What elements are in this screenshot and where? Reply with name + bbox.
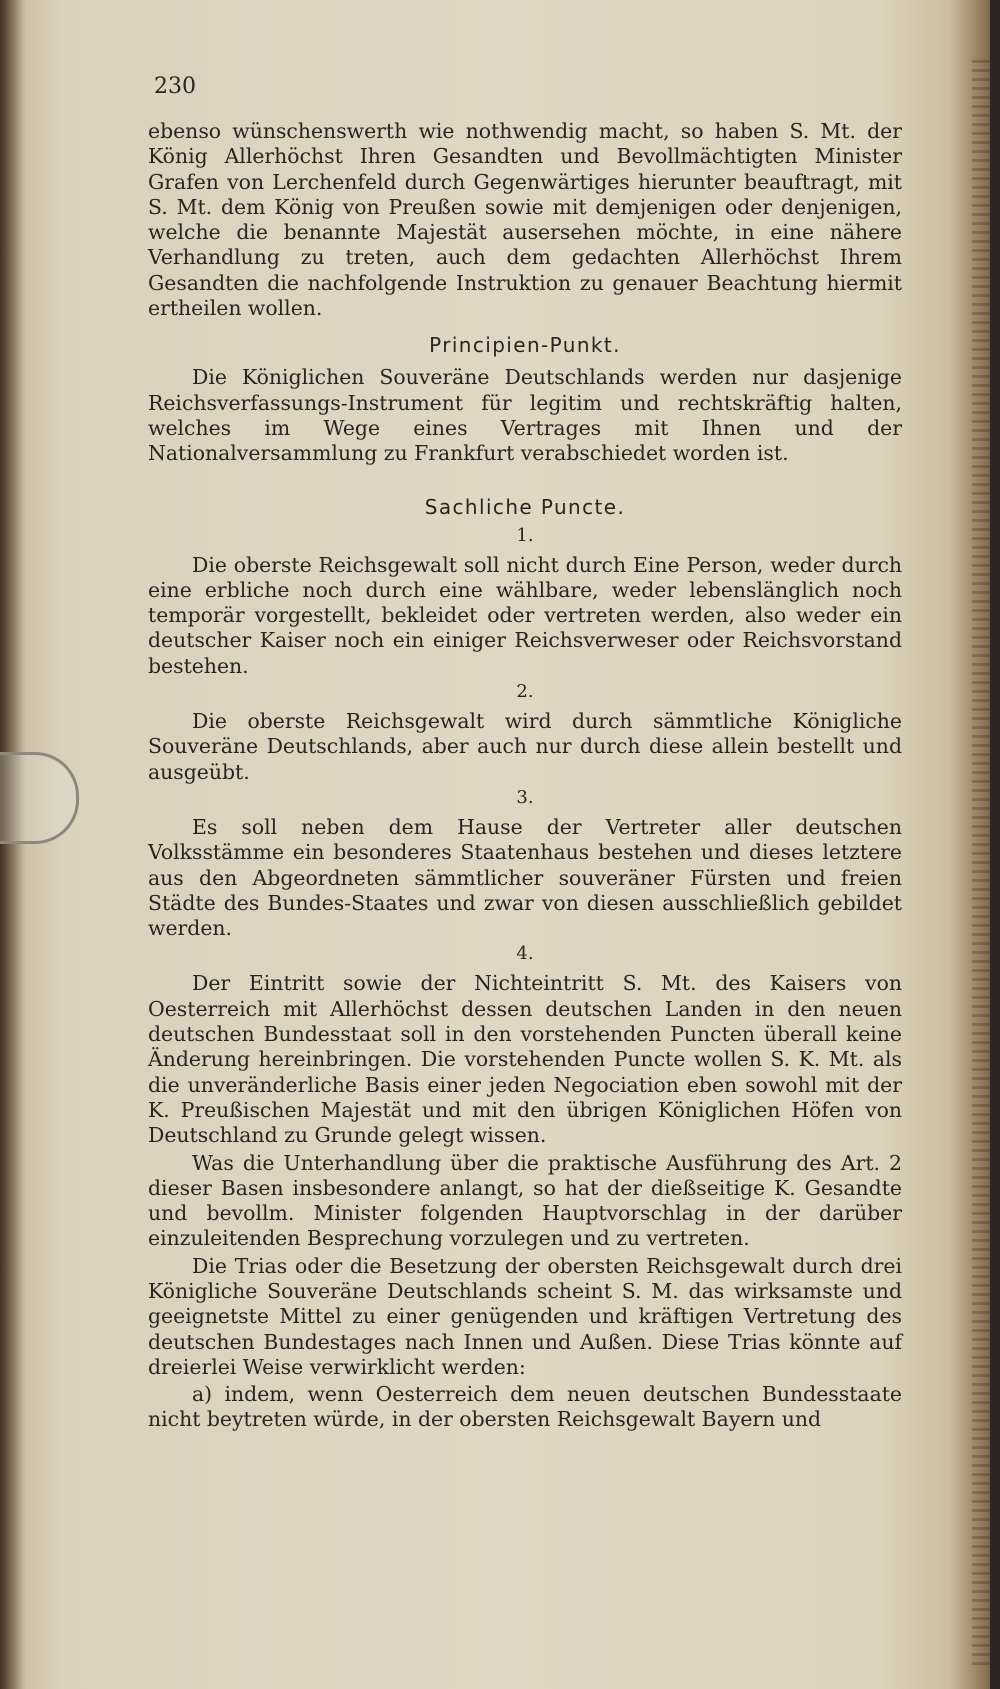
paragraph-point-3: Es soll neben dem Hause der Vertreter aller deutschen Volksstämme ein besonderes Staatenhaus bestehen und dieses letztere aus den Abgeordneten sämmtlicher souveräner Fürsten und freien Städte des Bundes-Staates und zwar von diesen ausschließlich gebildet werden.	[148, 814, 902, 941]
point-number-2: 2.	[516, 681, 534, 703]
point-number-3: 3.	[516, 786, 534, 808]
heading-principle: Principien-Punkt.	[429, 333, 621, 358]
paragraph-point-2: Die oberste Reichsgewalt wird durch sämmtliche Königliche Souveräne Deutschlands, aber auch nur durch diese allein bestellt und ausgeübt.	[148, 709, 902, 784]
paragraph-option-a: a) indem, wenn Oesterreich dem neuen deutschen Bundesstaate nicht beytreten würde, in der obersten Reichsgewalt Bayern und	[148, 1382, 902, 1432]
paragraph-point-4: Der Eintritt sowie der Nichteintritt S. Mt. des Kaisers von Oesterreich mit Allerhöchst dessen deutschen Landen in den neuen deutschen Bundesstaat soll in den vorstehenden Puncten überall keine Änderung hereinbringen. Die vorstehenden Puncte wollen S. K. Mt. als die unveränderliche Basis einer jeden Negociation eben sowohl mit der K. Preußischen Majestät und mit den übrigen Königlichen Höfen von Deutschland zu Grunde gelegt wissen.	[148, 971, 902, 1148]
scan-border	[990, 0, 1000, 1689]
page-clip	[0, 752, 79, 844]
page-body	[148, 64, 902, 1433]
paragraph-principle: Die Königlichen Souveräne Deutschlands werden nur dasjenige Reichsverfassungs-Instrument für legitim und rechtskräftig halten, welches im Wege eines Vertrages mit Ihnen und der Nationalversammlung zu Frankfurt verabschiedet worden ist.	[148, 365, 902, 466]
point-number-1: 1.	[516, 524, 534, 546]
paragraph-point-1: Die oberste Reichsgewalt soll nicht durch Eine Person, weder durch eine erbliche noch durch eine wählbare, weder lebenslänglich noch temporär vorgestellt, bekleidet oder vertreten werden, also weder ein deutscher Kaiser noch ein einiger Reichsverweser oder Reichsvorstand bestehen.	[148, 552, 902, 678]
paragraph-trias: Die Trias oder die Besetzung der obersten Reichsgewalt durch drei Königliche Souveräne Deutschlands scheint S. M. das wirksamste und geeignetste Mittel zu einer genügenden und kräftigen Vertretung des deutschen Bundestages nach Innen und Außen. Diese Trias könnte auf dreierlei Weise verwirklicht werden:	[148, 1253, 902, 1379]
point-number-4: 4.	[516, 943, 534, 965]
page-number: 230	[154, 74, 196, 99]
spine-shadow	[0, 0, 26, 1689]
heading-material-points: Sachliche Puncte.	[424, 494, 626, 519]
paragraph-intro: ebenso wünschenswerth wie nothwendig macht, so haben S. Mt. der König Allerhöchst Ihren Gesandten und Bevollmächtigten Minister Grafen von Lerchenfeld durch Gegenwärtiges hierunter beauftragt, mit S. Mt. dem König von Preußen sowie mit demjenigen oder denjenigen, welche die benannte Majestät ausersehen möchte, in eine nähere Verhandlung zu treten, auch dem gedachten Allerhöchst Ihrem Gesandten die nachfolgende Instruktion zu genauer Beachtung hiermit ertheilen wollen.	[148, 119, 902, 321]
paragraph-negotiation: Was die Unterhandlung über die praktische Ausführung des Art. 2 dieser Basen insbesondere anlangt, so hat der dießseitige K. Gesandte und bevollm. Minister folgenden Hauptvorschlag in der darüber einzuleitenden Besprechung vorzulegen und zu vertreten.	[148, 1150, 902, 1251]
adjacent-page-edge	[972, 60, 990, 1670]
